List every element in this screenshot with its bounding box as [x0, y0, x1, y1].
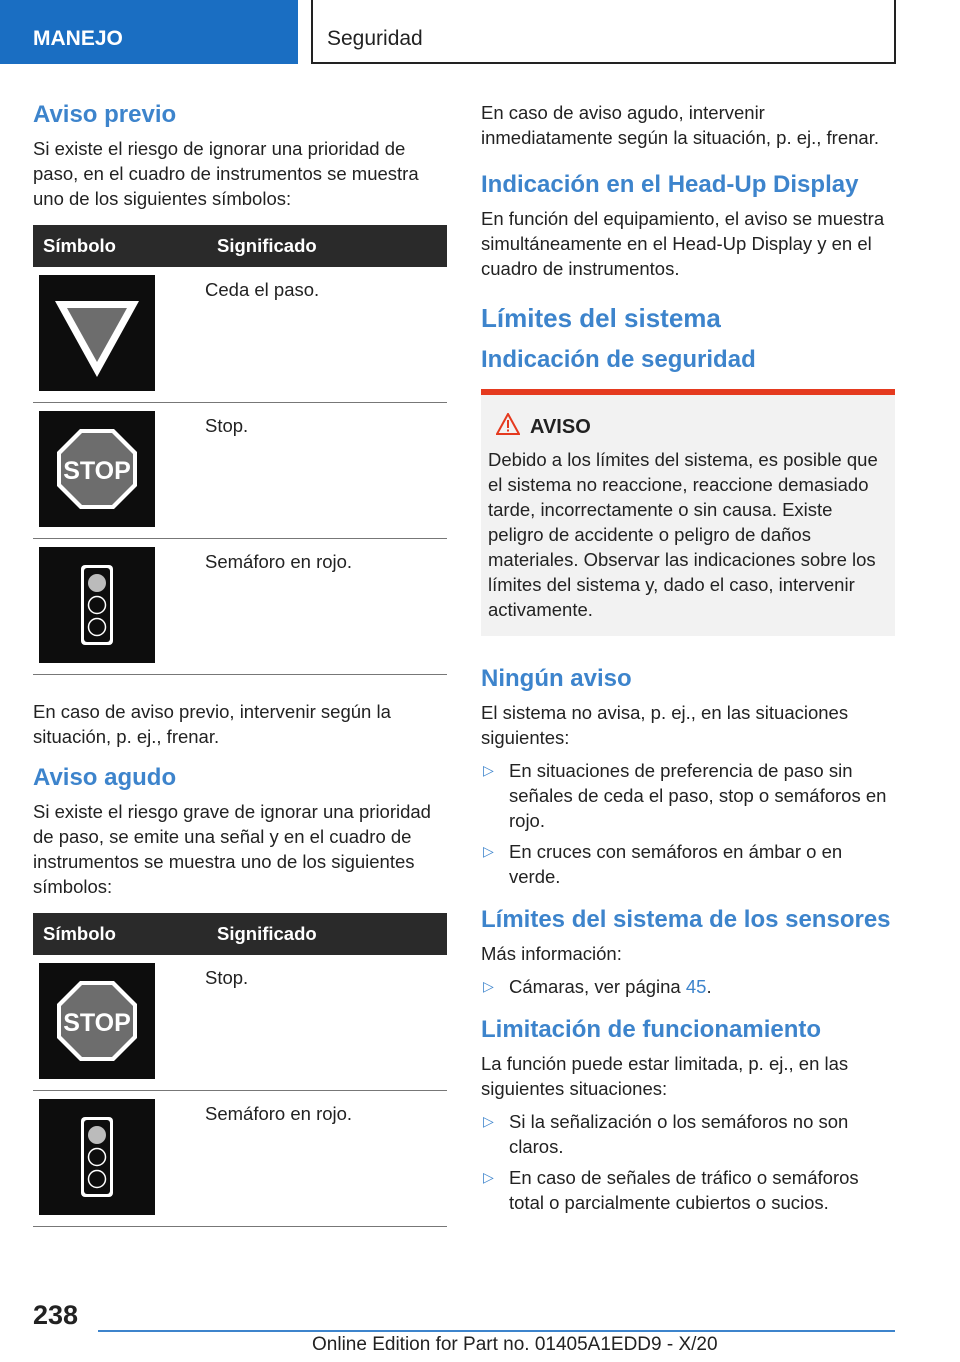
page-number: 238 — [33, 1300, 79, 1330]
col-header-meaning: Significado — [205, 225, 447, 267]
meaning-text: Stop. — [205, 955, 447, 1091]
page-link[interactable]: 45 — [685, 976, 707, 997]
list-item: ▷ En situaciones de preferencia de paso sin señales de ceda el paso, stop o semáforos en rojo. — [483, 760, 887, 831]
bullet-triangle-icon: ▷ — [483, 1113, 494, 1129]
warning-triangle-icon — [488, 413, 530, 441]
section-tab: MANEJO — [0, 0, 298, 64]
table-row — [33, 267, 447, 403]
svg-text:STOP: STOP — [63, 457, 131, 485]
heading-aviso-agudo: Aviso agudo — [33, 764, 177, 791]
stop-sign-icon — [39, 963, 155, 1079]
traffic-light-icon — [39, 1099, 155, 1215]
footer-divider — [98, 1330, 895, 1332]
right-column — [481, 100, 895, 1231]
stop-sign-icon — [39, 411, 155, 527]
col-header-symbol: Símbolo — [33, 913, 205, 955]
aviso-agudo-continuation: En caso de aviso agudo, intervenir inmediatamente según la situación, p. ej., frenar. — [481, 102, 879, 148]
traffic-light-icon — [39, 547, 155, 663]
meaning-text: Semáforo en rojo. — [205, 539, 447, 675]
meaning-text: Stop. — [205, 403, 447, 539]
col-header-symbol: Símbolo — [33, 225, 205, 267]
left-column — [33, 100, 447, 1251]
bullet-triangle-icon: ▷ — [483, 843, 494, 859]
list-item: ▷ En cruces con semáforos en ámbar o en verde. — [483, 841, 843, 887]
col-header-meaning: Significado — [205, 913, 447, 955]
no-warning-list — [481, 758, 895, 889]
symbol-table-previo — [33, 225, 447, 675]
heading-system-limits: Límites del sistema — [481, 303, 721, 333]
function-limits-text: La función puede estar limitada, p. ej., en las siguientes situaciones: — [481, 1053, 849, 1099]
bullet-triangle-icon: ▷ — [483, 978, 494, 994]
table-row — [33, 955, 447, 1091]
no-warning-text: El sistema no avisa, p. ej., en las situaciones siguientes: — [481, 702, 849, 748]
heading-safety: Indicación de seguridad — [481, 346, 756, 373]
list-item: ▷ Cámaras, ver página 45. — [483, 976, 712, 997]
svg-text:STOP: STOP — [63, 1009, 131, 1037]
bullet-triangle-icon: ▷ — [483, 1169, 494, 1185]
aviso-previo-intro: Si existe el riesgo de ignorar una prioridad de paso, en el cuadro de instrumentos se muestra uno de los siguientes símbolos: — [33, 138, 419, 209]
heading-sensor-limits: Límites del sistema de los sensores — [481, 906, 891, 933]
bullet-triangle-icon: ▷ — [483, 762, 494, 778]
hud-text: En función del equipamiento, el aviso se muestra simultáneamente en el Head-Up Display y en el cuadro de instrumentos. — [481, 208, 885, 279]
footer-edition: Online Edition for Part no. 01405A1EDD9 - X/20 — [312, 1334, 718, 1355]
heading-function-limits: Limitación de funcionamiento — [481, 1016, 822, 1043]
list-item: ▷ En caso de señales de tráfico o semáforos total o parcialmente cubiertos o sucios. — [483, 1167, 859, 1213]
meaning-text: Ceda el paso. — [205, 267, 447, 403]
aviso-agudo-intro: Si existe el riesgo grave de ignorar una prioridad de paso, se emite una señal y en el cuadro de instrumentos se muestra uno de los siguientes símbolos: — [33, 801, 431, 897]
table-row — [33, 539, 447, 675]
warning-text: Debido a los límites del sistema, es posible que el sistema no reaccione, reaccione demasiado tarde, incorrectamente o sin causa. Existe peligro de accidente o peligro de daños materiales. Observar las indicaciones sobre los límites del sistema y, dado el caso, intervenir activamente. — [488, 449, 878, 620]
heading-aviso-previo: Aviso previo — [33, 101, 177, 128]
table-row — [33, 1091, 447, 1227]
warning-box — [481, 389, 895, 636]
heading-no-warning: Ningún aviso — [481, 665, 632, 692]
aviso-previo-after: En caso de aviso previo, intervenir según la situación, p. ej., frenar. — [33, 701, 391, 747]
sensor-limits-text: Más información: — [481, 943, 622, 964]
symbol-table-agudo — [33, 913, 447, 1227]
heading-hud: Indicación en el Head-Up Display — [481, 171, 859, 198]
meaning-text: Semáforo en rojo. — [205, 1091, 447, 1227]
table-row — [33, 403, 447, 539]
warning-title — [488, 413, 887, 441]
function-limits-list — [481, 1109, 895, 1215]
yield-icon — [39, 275, 155, 391]
warning-label: AVISO — [530, 415, 591, 438]
chapter-tab: Seguridad — [311, 0, 896, 64]
list-item: ▷ Si la señalización o los semáforos no son claros. — [483, 1111, 849, 1157]
sensor-limits-list — [481, 974, 895, 999]
